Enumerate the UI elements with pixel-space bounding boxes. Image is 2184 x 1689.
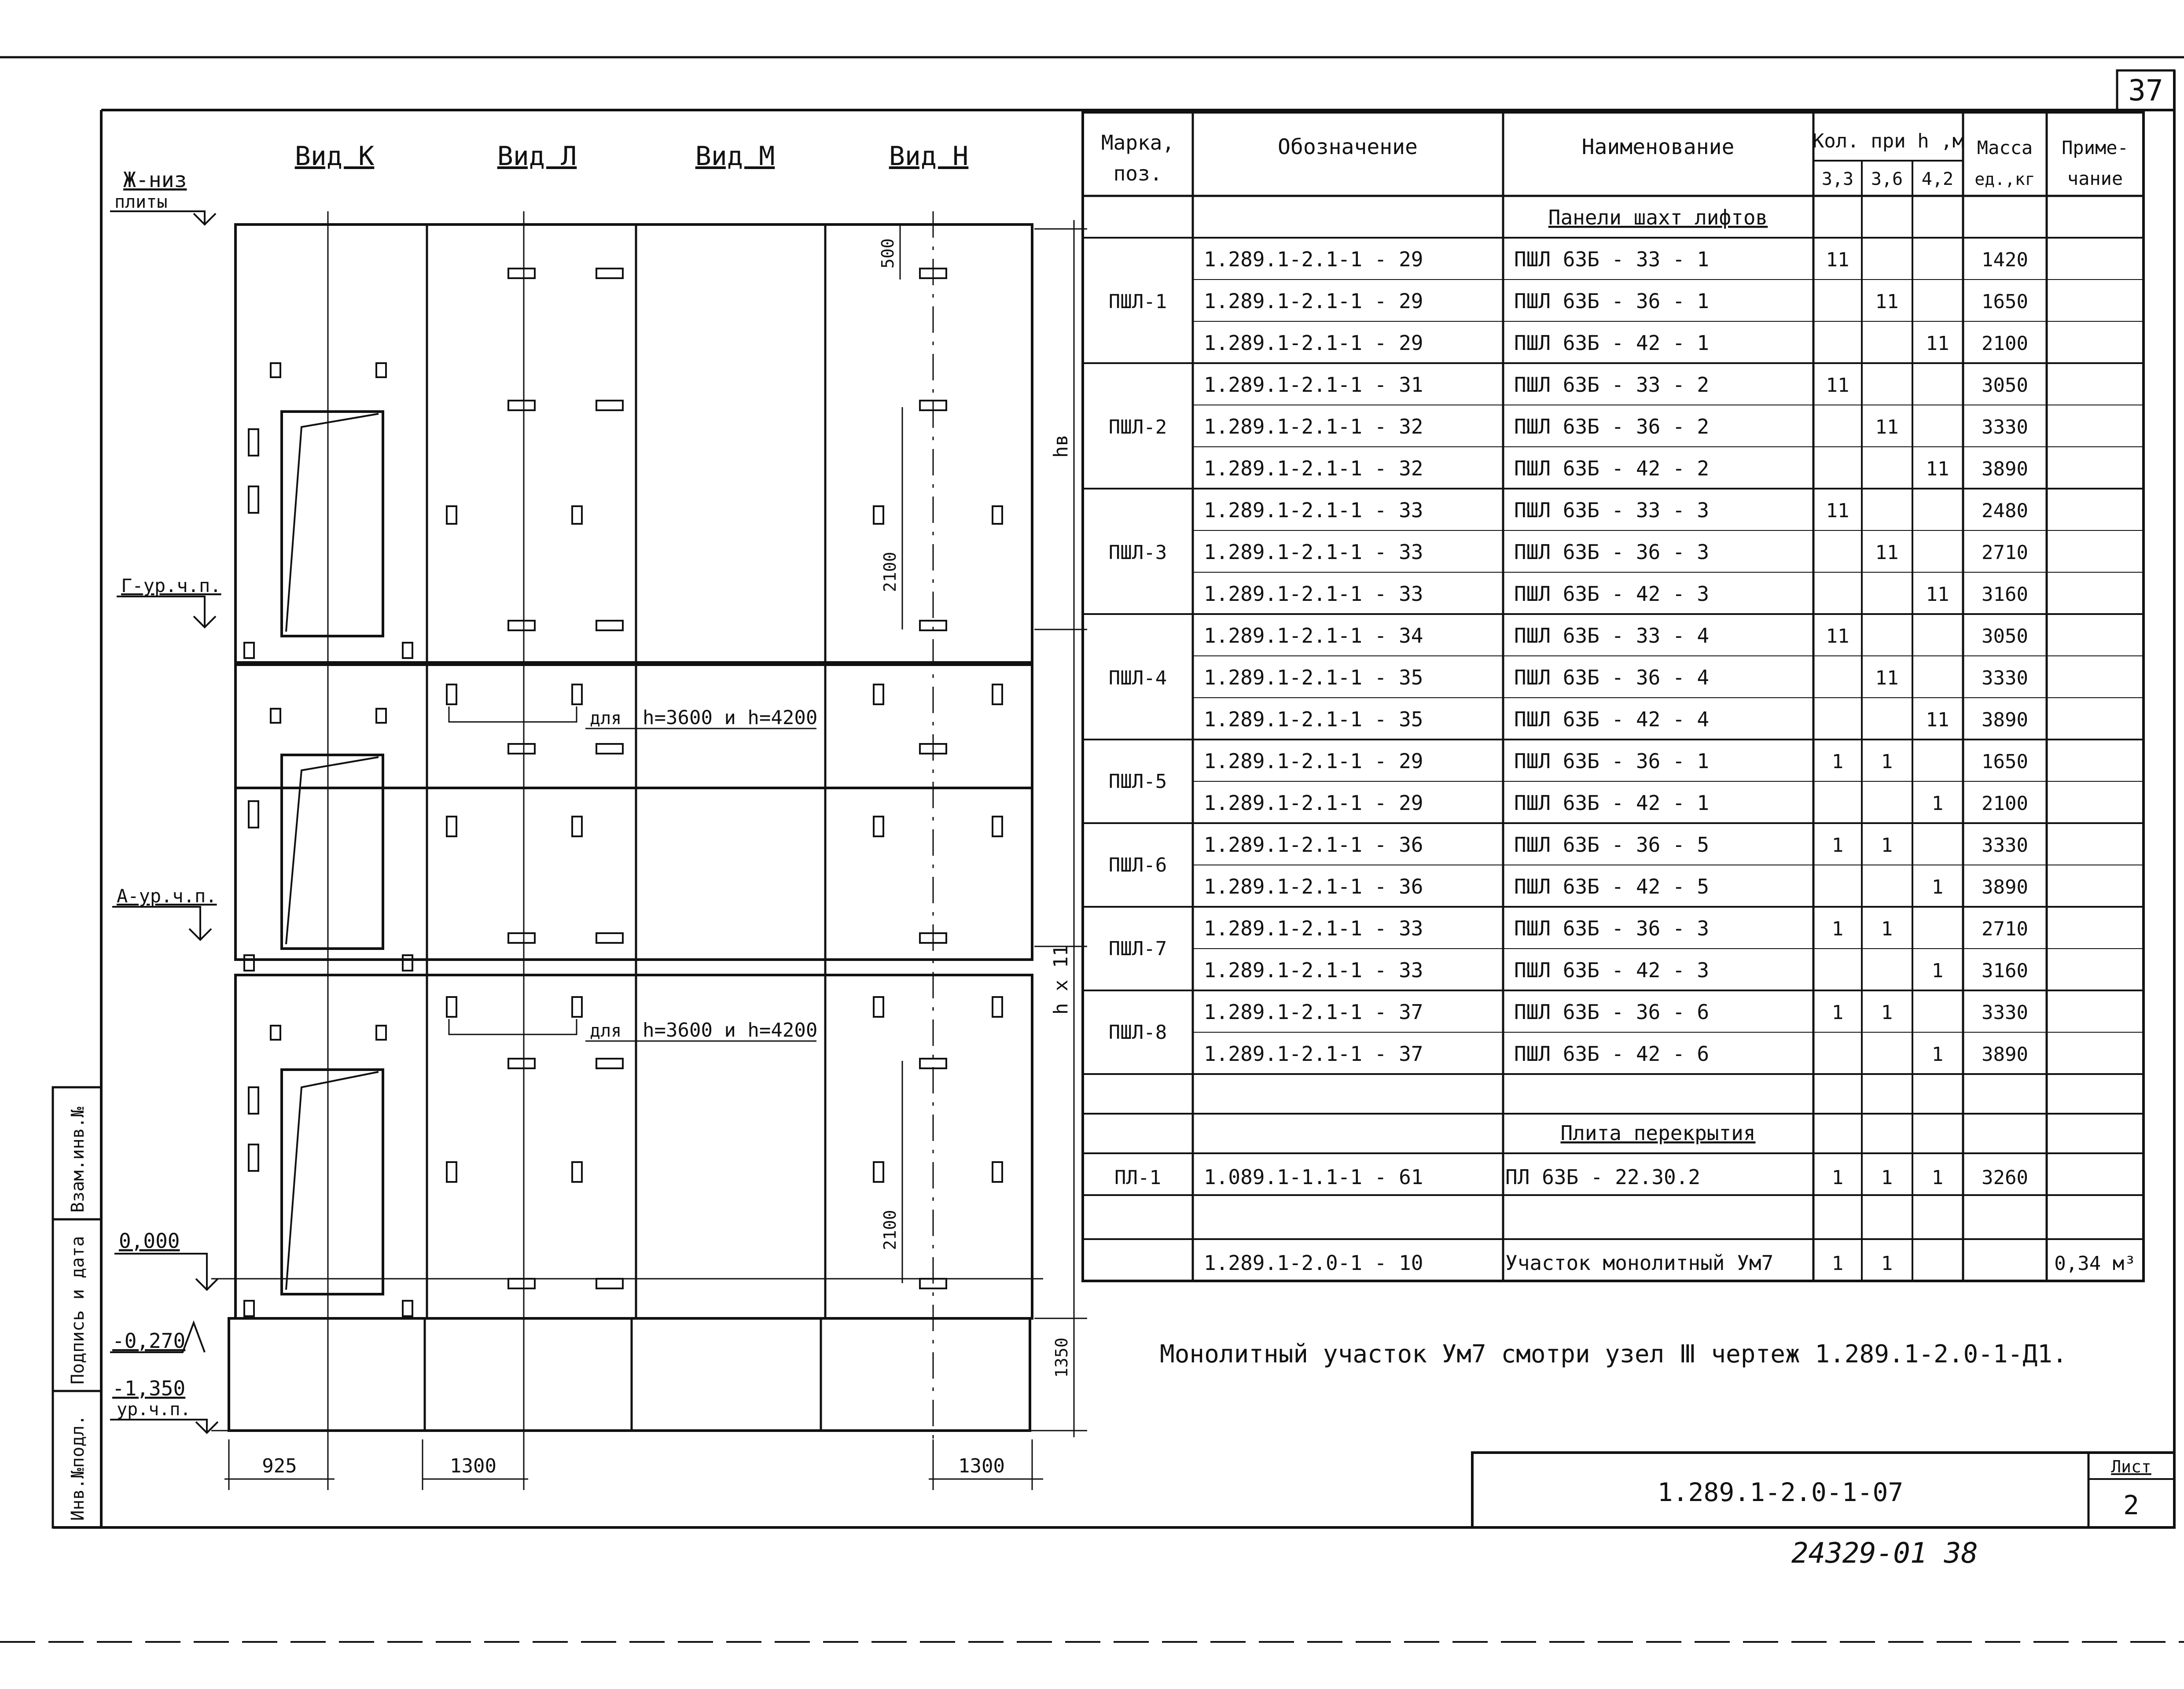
note-for-values-1: h=3600 и h=4200	[643, 707, 818, 729]
row-q42: 11	[1926, 332, 1949, 355]
shaft-elevation	[211, 211, 1087, 1490]
row-des: 1.289.1-2.1-1 - 37	[1204, 1042, 1423, 1066]
row-q36: 1	[1881, 1001, 1893, 1024]
row-des: 1.289.1-2.1-1 - 29	[1204, 247, 1423, 271]
row-q36: 11	[1875, 541, 1899, 564]
stamp-vzam-inv: Взам.инв.№	[68, 1107, 88, 1213]
section-slab: Плита перекрытия	[1560, 1121, 1756, 1145]
row-des: 1.289.1-2.1-1 - 29	[1204, 289, 1423, 313]
row-mass: 2710	[1982, 541, 2028, 564]
row-des: 1.289.1-2.1-1 - 32	[1204, 456, 1423, 480]
row-name: ПШЛ 63Б - 36 - 4	[1514, 666, 1710, 689]
row-name: ПШЛ 63Б - 33 - 2	[1514, 373, 1710, 397]
footnote: Монолитный участок Ум7 смотри узел Ⅲ чертеж 1.289.1-2.0-1-Д1.	[1160, 1340, 2067, 1369]
th-qty-36: 3,6	[1871, 169, 1903, 189]
row-q42: 1	[1931, 792, 1944, 815]
row-mass: 3160	[1982, 583, 2028, 606]
row-des: 1.289.1-2.1-1 - 31	[1204, 373, 1423, 397]
row-q36: 11	[1875, 416, 1899, 438]
row-mass: 2480	[1982, 500, 2028, 522]
sheet-value: 2	[2123, 1490, 2140, 1521]
row-q36: 1	[1881, 918, 1893, 940]
row-q33: 11	[1826, 625, 1849, 648]
mono_row-q33: 1	[1831, 1252, 1844, 1275]
row-q42: 11	[1926, 458, 1949, 480]
dim-1350: 1350	[1052, 1337, 1071, 1378]
dim-1300-left: 1300	[450, 1455, 496, 1477]
row-name: ПШЛ 63Б - 33 - 3	[1514, 498, 1710, 522]
row-q36: 1	[1881, 751, 1893, 773]
row-mass: 1650	[1982, 751, 2028, 773]
row-mark: ПШЛ-8	[1108, 1021, 1167, 1044]
row-mass: 3050	[1982, 374, 2028, 397]
row-mark: ПШЛ-2	[1108, 416, 1167, 438]
row-name: ПШЛ 63Б - 36 - 3	[1514, 540, 1710, 564]
row-des: 1.289.1-2.1-1 - 29	[1204, 749, 1423, 773]
row-name: ПШЛ 63Б - 42 - 3	[1514, 958, 1710, 982]
view-m-label: Вид М	[695, 141, 775, 172]
slab_row-q36: 1	[1881, 1166, 1893, 1189]
level-minus-270: -0,270	[112, 1329, 186, 1353]
th-designation: Обозначение	[1278, 135, 1418, 159]
dim-1300-right: 1300	[958, 1455, 1005, 1477]
row-mass: 1650	[1982, 291, 2028, 313]
spec-table	[1083, 112, 2144, 1281]
row-mass: 2100	[1982, 332, 2028, 355]
row-des: 1.289.1-2.1-1 - 37	[1204, 1000, 1423, 1024]
row-name: ПШЛ 63Б - 42 - 6	[1514, 1042, 1710, 1066]
sheet-number: 37	[2128, 74, 2163, 107]
slab_row-q42: 1	[1931, 1166, 1944, 1189]
row-q33: 11	[1826, 374, 1849, 397]
th-qty-42: 4,2	[1921, 169, 1954, 189]
th-mark-2: поз.	[1113, 162, 1162, 185]
row-name: ПШЛ 63Б - 42 - 2	[1514, 456, 1710, 480]
row-mass: 3330	[1982, 1001, 2028, 1024]
note-for-values-2: h=3600 и h=4200	[643, 1019, 818, 1041]
th-qty-33: 3,3	[1821, 169, 1854, 189]
level-bottom-slab: Ж-низ	[123, 168, 187, 192]
row-mass: 2100	[1982, 792, 2028, 815]
dim-2100-bottom: 2100	[880, 1210, 900, 1250]
view-n-label: Вид Н	[889, 141, 969, 172]
th-mass: Масса	[1977, 137, 2033, 158]
slab_row-mark: ПЛ-1	[1114, 1166, 1161, 1189]
row-des: 1.289.1-2.1-1 - 29	[1204, 791, 1423, 815]
row-name: ПШЛ 63Б - 42 - 1	[1514, 791, 1710, 815]
row-name: ПШЛ 63Б - 42 - 4	[1514, 707, 1710, 731]
row-des: 1.289.1-2.1-1 - 33	[1204, 958, 1423, 982]
row-q33: 1	[1831, 834, 1844, 857]
th-name: Наименование	[1581, 135, 1735, 159]
row-mass: 3330	[1982, 834, 2028, 857]
row-mass: 3890	[1982, 1043, 2028, 1066]
row-des: 1.289.1-2.1-1 - 35	[1204, 666, 1423, 689]
spec-rows	[1109, 247, 2136, 1275]
row-name: ПШЛ 63Б - 36 - 1	[1514, 289, 1710, 313]
row-mark: ПШЛ-6	[1108, 854, 1167, 876]
row-q33: 11	[1826, 249, 1849, 271]
row-mass: 3330	[1982, 667, 2028, 689]
row-name: ПШЛ 63Б - 42 - 5	[1514, 875, 1710, 898]
row-mark: ПШЛ-5	[1108, 770, 1167, 793]
row-des: 1.289.1-2.1-1 - 32	[1204, 415, 1423, 438]
slab_row-mass: 3260	[1982, 1166, 2028, 1189]
row-q42: 1	[1931, 876, 1944, 898]
mono_row-des: 1.289.1-2.0-1 - 10	[1204, 1251, 1423, 1275]
row-mass: 3890	[1982, 876, 2028, 898]
row-q33: 1	[1831, 751, 1844, 773]
row-des: 1.289.1-2.1-1 - 35	[1204, 707, 1423, 731]
th-qty: Кол. при h ,м	[1812, 130, 1964, 152]
row-name: ПШЛ 63Б - 42 - 1	[1514, 331, 1710, 355]
row-des: 1.289.1-2.1-1 - 36	[1204, 833, 1423, 857]
row-mass: 3890	[1982, 458, 2028, 480]
stamp-inv-podl: Инв.№подл.	[68, 1415, 88, 1521]
level-g: Г-ур.ч.п.	[121, 575, 221, 596]
th-note: Приме-	[2062, 137, 2129, 158]
level-a: А-ур.ч.п.	[117, 885, 217, 907]
row-q42: 11	[1926, 583, 1949, 606]
archive-number: 24329-01 38	[1791, 1537, 1978, 1570]
view-labels	[295, 141, 969, 172]
level-markers	[110, 168, 221, 1433]
row-q36: 11	[1875, 291, 1899, 313]
row-des: 1.289.1-2.1-1 - 33	[1204, 582, 1423, 606]
view-k-label: Вид К	[294, 141, 375, 172]
row-name: ПШЛ 63Б - 36 - 3	[1514, 916, 1710, 940]
row-q42: 11	[1926, 709, 1949, 731]
row-q36: 1	[1881, 834, 1893, 857]
mono_row-note: 0,34 м³	[2054, 1252, 2136, 1275]
row-des: 1.289.1-2.1-1 - 33	[1204, 916, 1423, 940]
slab_row-name: ПЛ 63Б - 22.30.2	[1505, 1165, 1701, 1189]
side-stamp	[53, 1087, 101, 1527]
note-for-label-1: для	[590, 708, 622, 729]
mono_row-name: Участок монолитный Ум7	[1505, 1251, 1774, 1275]
dim-h-x-11: h x 11	[1050, 945, 1072, 1015]
row-name: ПШЛ 63Б - 36 - 6	[1514, 1000, 1710, 1024]
row-q36: 11	[1875, 667, 1899, 689]
row-q33: 1	[1831, 918, 1844, 940]
slab_row-q33: 1	[1831, 1166, 1844, 1189]
th-mass-2: ед.,кг	[1974, 169, 2035, 189]
level-ur-ch-p: ур.ч.п.	[117, 1399, 191, 1420]
row-mass: 2710	[1982, 918, 2028, 940]
row-mass: 1420	[1982, 249, 2028, 271]
stamp-sign-date: Подпись и дата	[68, 1236, 88, 1384]
row-mass: 3160	[1982, 960, 2028, 982]
row-des: 1.289.1-2.1-1 - 33	[1204, 540, 1423, 564]
row-name: ПШЛ 63Б - 33 - 1	[1514, 247, 1710, 271]
row-des: 1.289.1-2.1-1 - 36	[1204, 875, 1423, 898]
row-des: 1.289.1-2.1-1 - 34	[1204, 624, 1423, 648]
row-des: 1.289.1-2.1-1 - 33	[1204, 498, 1423, 522]
row-name: ПШЛ 63Б - 42 - 3	[1514, 582, 1710, 606]
note-for-label-2: для	[590, 1021, 622, 1041]
dim-2100-top: 2100	[880, 552, 900, 592]
row-q33: 11	[1826, 500, 1849, 522]
row-name: ПШЛ 63Б - 36 - 5	[1514, 833, 1710, 857]
row-mark: ПШЛ-7	[1108, 938, 1167, 960]
dim-500: 500	[878, 238, 897, 269]
dim-925: 925	[262, 1455, 297, 1477]
row-name: ПШЛ 63Б - 33 - 4	[1514, 624, 1710, 648]
row-q42: 1	[1931, 1043, 1944, 1066]
th-mark: Марка,	[1101, 131, 1175, 155]
sheet-label: Лист	[2111, 1457, 2151, 1476]
section-panels: Панели шахт лифтов	[1548, 206, 1768, 229]
row-q33: 1	[1831, 1001, 1844, 1024]
row-mass: 3890	[1982, 709, 2028, 731]
level-minus-1350: -1,350	[112, 1376, 186, 1400]
title-block	[1472, 1453, 2174, 1527]
row-mass: 3050	[1982, 625, 2028, 648]
th-note-2: чание	[2067, 168, 2123, 189]
row-q42: 1	[1931, 960, 1944, 982]
row-mark: ПШЛ-4	[1108, 667, 1167, 689]
row-name: ПШЛ 63Б - 36 - 1	[1514, 749, 1710, 773]
level-bottom-slab-2: плиты	[114, 192, 168, 212]
mono_row-q36: 1	[1881, 1252, 1893, 1275]
row-mark: ПШЛ-3	[1108, 541, 1167, 564]
row-des: 1.289.1-2.1-1 - 29	[1204, 331, 1423, 355]
title-code: 1.289.1-2.0-1-07	[1657, 1477, 1904, 1507]
level-zero: 0,000	[119, 1229, 180, 1253]
row-mark: ПШЛ-1	[1108, 291, 1167, 313]
row-mass: 3330	[1982, 416, 2028, 438]
slab_row-des: 1.089.1-1.1-1 - 61	[1204, 1165, 1423, 1189]
dim-hv: hв	[1050, 434, 1072, 458]
view-l-label: Вид Л	[497, 141, 577, 172]
row-name: ПШЛ 63Б - 36 - 2	[1514, 415, 1710, 438]
